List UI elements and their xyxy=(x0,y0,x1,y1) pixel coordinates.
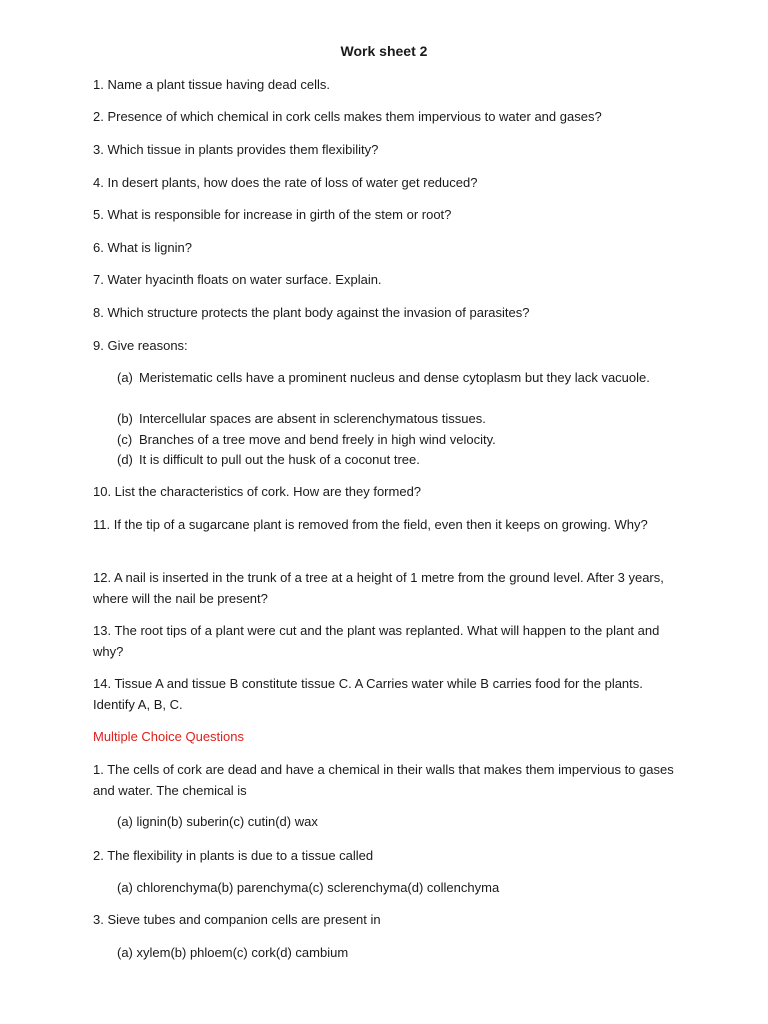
mcq-options-3: (a) xylem(b) phloem(c) cork(d) cambium xyxy=(117,945,349,960)
question-7: 7. Water hyacinth floats on water surface. Explain. xyxy=(93,272,382,287)
question-1: 1. Name a plant tissue having dead cells. xyxy=(93,77,331,92)
question-5: 5. What is responsible for increase in girth of the stem or root? xyxy=(93,207,452,222)
question-11: 11. If the tip of a sugarcane plant is removed from the field, even then it keeps on growing. Why? xyxy=(93,517,648,532)
question-10: 10. List the characteristics of cork. How are they formed? xyxy=(93,484,422,499)
reason-item xyxy=(117,368,657,389)
question-14: 14. Tissue A and tissue B constitute tissue C. A Carries water while B carries food for the plants. Identify A, B, C. xyxy=(93,676,643,712)
mcq-options-1: (a) lignin(b) suberin(c) cutin(d) wax xyxy=(117,814,318,829)
reason-label: (b) xyxy=(117,411,133,426)
mcq-options-2: (a) chlorenchyma(b) parenchyma(c) sclerenchyma(d) collenchyma xyxy=(117,880,500,895)
reason-label: (a) xyxy=(117,370,133,385)
reason-label: (c) xyxy=(117,432,133,447)
question-2: 2. Presence of which chemical in cork cells makes them impervious to water and gases? xyxy=(93,109,602,124)
reason-text: Branches of a tree move and bend freely in high wind velocity. xyxy=(139,432,496,447)
reason-item xyxy=(117,430,657,451)
question-12: 12. A nail is inserted in the trunk of a tree at a height of 1 metre from the ground level. After 3 years, where will the nail be present? xyxy=(93,570,664,606)
mcq-question-1: 1. The cells of cork are dead and have a chemical in their walls that makes them impervious to gases and water. The chemical is xyxy=(93,762,674,798)
reason-item xyxy=(117,450,657,471)
question-13: 13. The root tips of a plant were cut and the plant was replanted. What will happen to the plant and why? xyxy=(93,623,660,659)
reason-text: Intercellular spaces are absent in sclerenchymatous tissues. xyxy=(139,411,486,426)
reason-item xyxy=(117,409,657,430)
question-9: 9. Give reasons: xyxy=(93,338,188,353)
question-3: 3. Which tissue in plants provides them flexibility? xyxy=(93,142,379,157)
reason-text: It is difficult to pull out the husk of a coconut tree. xyxy=(139,452,420,467)
question-8: 8. Which structure protects the plant body against the invasion of parasites? xyxy=(93,305,530,320)
mcq-heading: Multiple Choice Questions xyxy=(93,729,245,744)
reason-text: Meristematic cells have a prominent nucleus and dense cytoplasm but they lack vacuole. xyxy=(139,370,650,385)
question-4: 4. In desert plants, how does the rate of loss of water get reduced? xyxy=(93,175,478,190)
mcq-question-2: 2. The flexibility in plants is due to a tissue called xyxy=(93,848,374,863)
reason-label: (d) xyxy=(117,452,133,467)
question-6: 6. What is lignin? xyxy=(93,240,192,255)
mcq-question-3: 3. Sieve tubes and companion cells are present in xyxy=(93,912,381,927)
worksheet-title: Work sheet 2 xyxy=(340,43,428,59)
